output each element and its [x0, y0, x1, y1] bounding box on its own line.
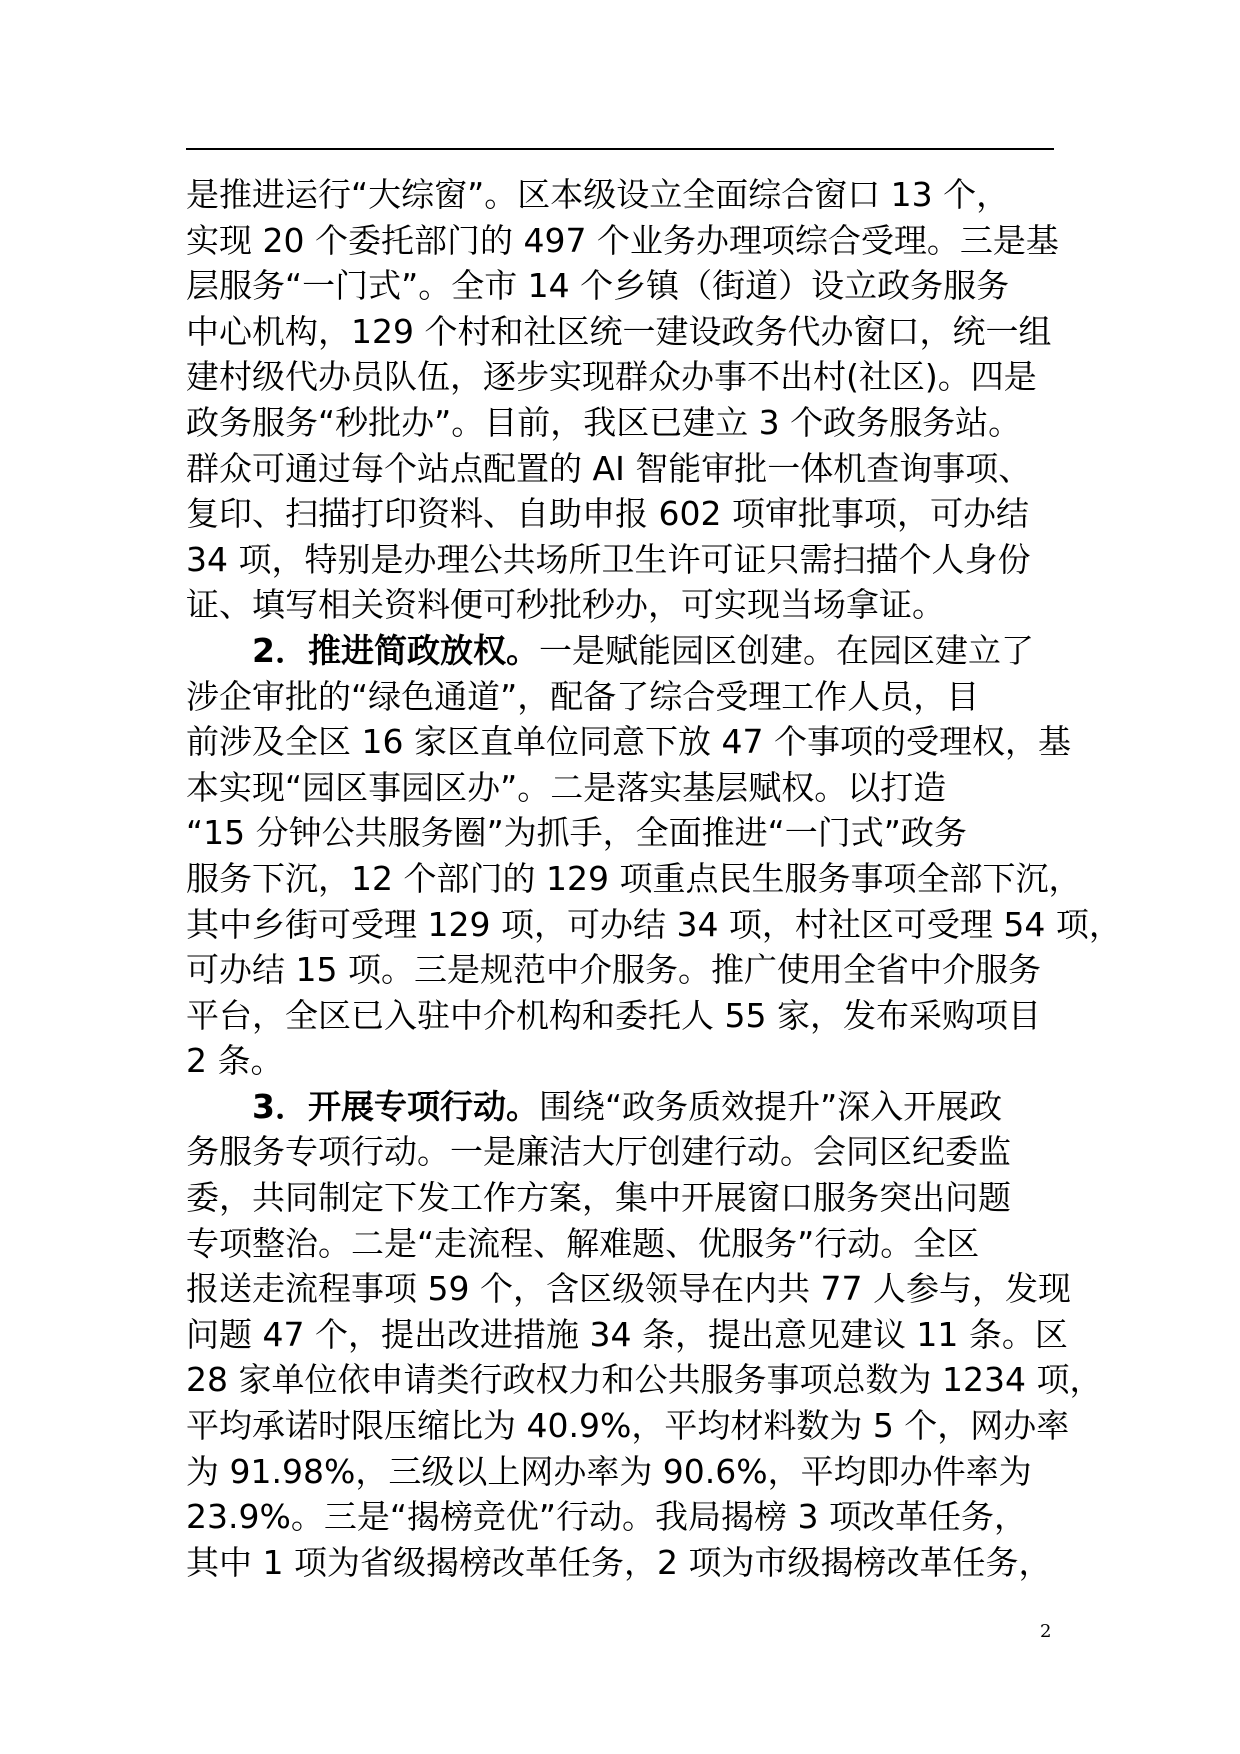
body-line: 层服务“一门式”。全市 14 个乡镇（街道）设立政务服务 [186, 266, 1010, 306]
body-line: 服务下沉，12 个部门的 129 项重点民生服务事项全部下沉， [186, 858, 1082, 898]
body-line: 政务服务“秒批办”。目前，我区已建立 3 个政务服务站。 [186, 402, 1022, 442]
body-line: 平台，全区已入驻中介机构和委托人 55 家，发布采购项目 [186, 995, 1041, 1035]
body-line: 务服务专项行动。一是廉洁大厅创建行动。会同区纪委监 [186, 1132, 1011, 1172]
body-line: 专项整治。二是“走流程、解难题、优服务”行动。全区 [186, 1223, 980, 1263]
body-line: 问题 47 个，提出改进措施 34 条，提出意见建议 11 条。区 [186, 1314, 1068, 1354]
body-line: 28 家单位依申请类行政权力和公共服务事项总数为 1234 项， [186, 1360, 1103, 1400]
section-3-number: 3． [252, 1086, 308, 1126]
body-line: 复印、扫描打印资料、自助申报 602 项审批事项，可办结 [186, 494, 1029, 534]
body-line: 34 项，特别是办理公共场所卫生许可证只需扫描个人身份 [186, 539, 1031, 579]
body-line: 其中 1 项为省级揭榜改革任务，2 项为市级揭榜改革任务， [186, 1542, 1052, 1582]
body-line: 2 条。 [186, 1041, 284, 1081]
body-line: 23.9%。三是“揭榜竞优”行动。我局揭榜 3 项改革任务， [186, 1497, 1028, 1537]
section-2-title: 推进简政放权。 [307, 630, 539, 670]
section-3-title: 开展专项行动。 [307, 1086, 539, 1126]
body-line: 委，共同制定下发工作方案，集中开展窗口服务突出问题 [186, 1178, 1011, 1218]
body-line: 可办结 15 项。三是规范中介服务。推广使用全省中介服务 [186, 950, 1041, 990]
body-line: 证、填写相关资料便可秒批秒办，可实现当场拿证。 [186, 585, 945, 625]
body-line: 是推进运行“大综窗”。区本级设立全面综合窗口 13 个， [186, 175, 1010, 214]
body-line: 建村级代办员队伍，逐步实现群众办事不出村(社区)。四是 [186, 357, 1037, 397]
section-3-first-line-text: 围绕“政务质效提升”深入开展政 [538, 1086, 1003, 1126]
body-line: 报送走流程事项 59 个，含区级领导在内共 77 人参与，发现 [186, 1269, 1071, 1309]
section-3-first-line [186, 1084, 1066, 1130]
body-line: “15 分钟公共服务圈”为抓手，全面推进“一门式”政务 [186, 813, 967, 853]
body-line: 其中乡街可受理 129 项，可办结 34 项，村社区可受理 54 项， [186, 904, 1122, 944]
body-line: 平均承诺时限压缩比为 40.9%，平均材料数为 5 个，网办率 [186, 1406, 1070, 1446]
section-2-number: 2． [252, 630, 308, 670]
body-line: 前涉及全区 16 家区直单位同意下放 47 个事项的受理权，基 [186, 722, 1071, 762]
page-number: 2 [1040, 1621, 1052, 1642]
header-rule [186, 148, 1054, 150]
body-line: 群众可通过每个站点配置的 AI 智能审批一体机查询事项、 [186, 448, 1032, 488]
body-line: 为 91.98%，三级以上网办率为 90.6%，平均即办件率为 [186, 1451, 1032, 1491]
document-body [186, 172, 1122, 1585]
section-2-first-line [186, 628, 1066, 674]
body-line: 本实现“园区事园区办”。二是落实基层赋权。以打造 [186, 767, 947, 807]
section-2-first-line-text: 一是赋能园区创建。在园区建立了 [538, 630, 1034, 670]
body-line: 实现 20 个委托部门的 497 个业务办理项综合受理。三是基 [186, 220, 1059, 260]
body-line: 涉企审批的“绿色通道”，配备了综合受理工作人员，目 [186, 676, 980, 716]
body-line: 中心机构，129 个村和社区统一建设政务代办窗口，统一组 [186, 311, 1052, 351]
